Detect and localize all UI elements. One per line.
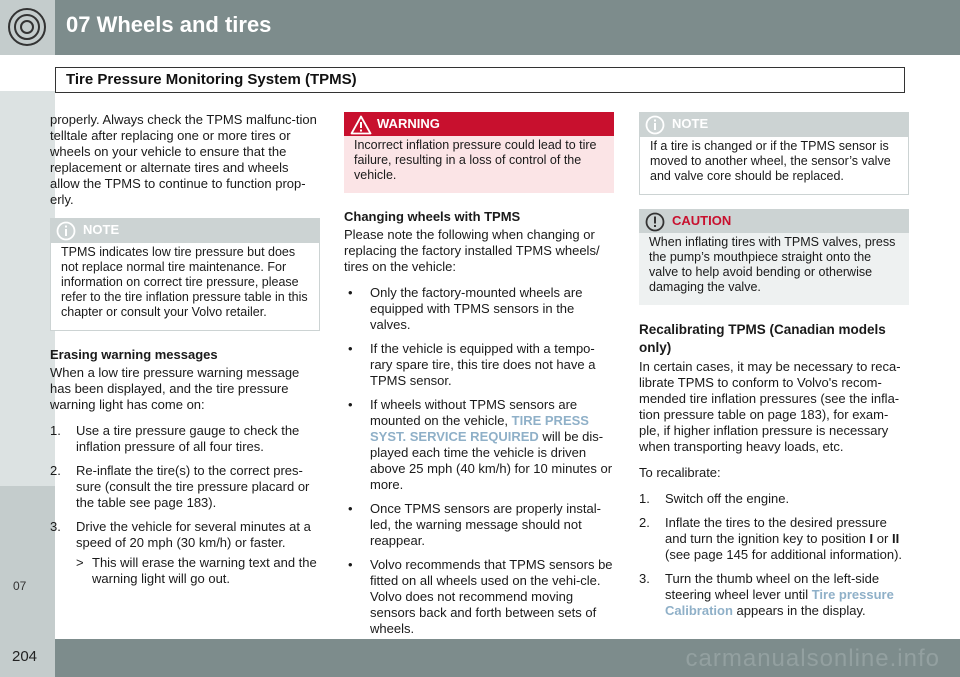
page-header [0, 0, 960, 55]
caution-box [639, 209, 909, 305]
list-item: • Only the factory-mounted wheels are equipped with TPMS sensors in the valves. [344, 285, 614, 333]
changing-heading: Changing wheels with TPMS [344, 209, 521, 224]
volvo-logo-icon [6, 6, 48, 48]
list-item: 3. Drive the vehicle for several minutes at a speed of 20 mph (30 km/h) or faster. > This will erase the warning text and the warning light will go out. [50, 519, 320, 587]
list-item: 2. Re-inflate the tire(s) to the correct pres-sure (consult the tire pressure placard or the table see page 183). [50, 463, 310, 510]
note-text: TPMS indicates low tire pressure but does not replace normal tire maintenance. For information on correct tire pressure, please refer to the tire inflation pressure table in this chapter or consult your Volvo retailer. [50, 242, 320, 331]
chapter-side-tab [0, 91, 55, 639]
list-item: 2. Inflate the tires to the desired pressure and turn the ignition key to position I or II (see page 145 for additional information). [639, 515, 903, 562]
erasing-heading: Erasing warning messages [50, 347, 218, 362]
warning-text: Incorrect inflation pressure could lead to tire failure, resulting in a loss of control of the vehicle. [344, 136, 614, 193]
list-item: 1. Use a tire pressure gauge to check the inflation pressure of all four tires. [50, 423, 300, 454]
list-item: • Once TPMS sensors are properly instal-led, the warning message should not reappear. [344, 501, 614, 549]
display-message: Tire pressure Calibration [665, 587, 894, 618]
erasing-paragraph: When a low tire pressure warning message has been displayed, and the tire pressure warning light has come on: [50, 365, 300, 412]
column-1 [50, 112, 320, 597]
substep: > This will erase the warning text and the warning light will go out. [76, 555, 317, 586]
page-footer [0, 639, 960, 677]
erasing-steps [50, 423, 320, 587]
warning-triangle-icon [350, 115, 372, 135]
list-item: • Volvo recommends that TPMS sensors be fitted on all wheels used on the vehi-cle. Volvo does not recommend moving sensors back and forth between sets of wheels. [344, 557, 614, 637]
note-box [50, 218, 320, 331]
list-item: 1. Switch off the engine. [639, 491, 790, 506]
changing-paragraph: Please note the following when changing or replacing the factory installed TPMS wheels/ tires on the vehicle: [344, 227, 600, 274]
recalibrating-heading: Recalibrating TPMS (Canadian models only) [639, 322, 886, 355]
chapter-tab-marker [0, 486, 55, 641]
intro-paragraph: properly. Always check the TPMS malfunc-tion telltale after replacing one or more tires or wheels on your vehicle to ensure that the replacement or alternate tires and wheels allow the TPMS to continue to function prop-erly. [50, 112, 317, 207]
note-text: If a tire is changed or if the TPMS sensor is moved to another wheel, the sensor’s valve and valve core should be replaced. [639, 136, 909, 195]
watermark: carmanualsonline.info [685, 645, 940, 672]
page-number: 204 [12, 648, 38, 665]
info-icon [56, 221, 76, 241]
recalibrating-paragraph: In certain cases, it may be necessary to reca-librate TPMS to conform to Volvo's recom-mended tire inflation pressures (see the infla-tion pressure table on page 183), for exam-ple, if higher inflation pressure is necessary when transporting heavy loads, etc. [639, 359, 901, 454]
chapter-title: 07 Wheels and tires [66, 12, 272, 37]
caution-header [639, 209, 909, 233]
note-label: NOTE [672, 116, 709, 131]
column-3 [639, 112, 909, 629]
recalibrate-steps [639, 491, 909, 619]
page-number-box [0, 639, 55, 677]
caution-text: When inflating tires with TPMS valves, press the pump’s mouthpiece straight onto the valve to help avoid bending or otherwise damaging the valve. [639, 233, 909, 305]
section-title-bar [55, 67, 905, 93]
list-item: 3. Turn the thumb wheel on the left-side steering wheel lever until Tire pressure Calibration appears in the display. [639, 571, 894, 618]
caution-label: CAUTION [672, 213, 732, 228]
list-item: • If the vehicle is equipped with a tempo-rary spare tire, this tire does not have a TPMS sensor. [344, 341, 614, 389]
note-label: NOTE [83, 222, 120, 237]
warning-box [344, 112, 614, 193]
list-item: • If wheels without TPMS sensors are mounted on the vehicle, TIRE PRESS SYST. SERVICE REQUIRED will be dis-played each time the vehicle is driven above 25 mph (40 km/h) for 10 minutes or more. [344, 397, 614, 493]
to-recalibrate: To recalibrate: [639, 465, 721, 480]
section-title: Tire Pressure Monitoring System (TPMS) [66, 71, 357, 88]
chapter-tab-number: 07 [13, 579, 27, 593]
note-box [639, 112, 909, 195]
warning-header [344, 112, 614, 136]
note-header [50, 218, 320, 242]
column-2 [344, 112, 614, 647]
warning-label: WARNING [377, 116, 440, 131]
note-header [639, 112, 909, 136]
display-message: TIRE PRESS SYST. SERVICE REQUIRED [370, 413, 589, 444]
caution-icon [645, 212, 665, 232]
info-icon [645, 115, 665, 135]
volvo-logo [0, 0, 55, 55]
changing-bullets [344, 285, 614, 637]
